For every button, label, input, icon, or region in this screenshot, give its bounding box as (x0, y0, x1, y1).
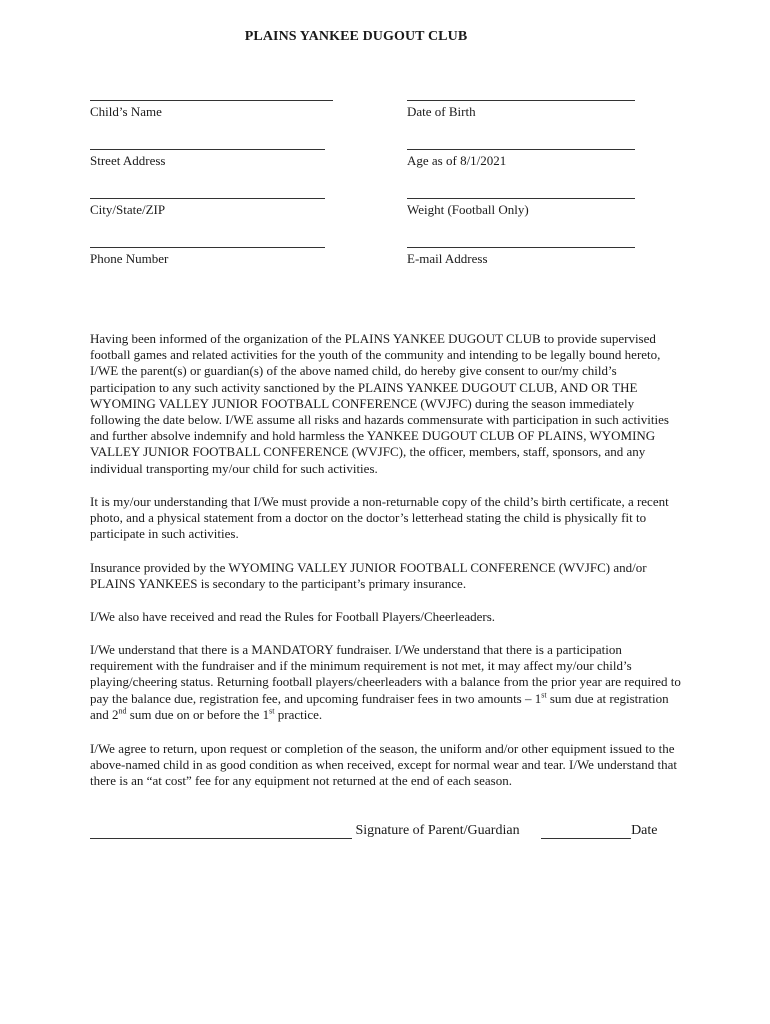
equipment-paragraph (90, 741, 684, 790)
child-name-blank[interactable] (90, 84, 333, 101)
signature-blank[interactable] (90, 824, 352, 839)
email-blank[interactable] (407, 231, 635, 248)
date-of-birth-label: Date of Birth (407, 104, 476, 119)
rules-text: I/We also have received and read the Rules for Football Players/Cheerleaders. (90, 609, 496, 624)
weight-blank[interactable] (407, 182, 635, 199)
weight-field[interactable] (407, 182, 652, 218)
age-blank[interactable] (407, 133, 635, 150)
ordinal-suffix: nd (118, 706, 127, 716)
insurance-paragraph (90, 560, 684, 592)
documents-text: It is my/our understanding that I/We must provide a non-returnable copy of the child’s birth certificate, a recent photo, and a physical statement from a doctor on the doctor’s letterhead stating the child is physically fit to participate in such activities. (90, 494, 669, 542)
signature-label: Signature of Parent/Guardian (355, 823, 520, 838)
insurance-text: Insurance provided by the WYOMING VALLEY JUNIOR FOOTBALL CONFERENCE (WVJFC) and/or PLAINS YANKEES is secondary to the participant’s primary insurance. (90, 560, 647, 592)
fundraiser-text-d: practice. (274, 706, 323, 722)
fundraiser-paragraph (90, 642, 684, 723)
signature-row (90, 823, 690, 839)
date-of-birth-field[interactable] (407, 84, 652, 120)
fundraiser-text-b: sum due at registration and 2 (90, 690, 669, 722)
date-blank[interactable] (541, 824, 631, 839)
age-label: Age as of 8/1/2021 (407, 153, 507, 168)
child-name-label: Child’s Name (90, 104, 162, 119)
city-state-zip-blank[interactable] (90, 182, 325, 199)
equipment-text: I/We agree to return, upon request or completion of the season, the uniform and/or other equipment issued to the above-named child in as good condition as when received, except for normal wear and tear. I/We understand that there is an “at cost” fee for any equipment not returned at the end of each season. (90, 741, 677, 789)
city-state-zip-field[interactable] (90, 182, 335, 218)
date-of-birth-blank[interactable] (407, 84, 635, 101)
fundraiser-text (90, 642, 684, 723)
city-state-zip-label: City/State/ZIP (90, 202, 166, 217)
street-address-label: Street Address (90, 153, 166, 168)
form-title: PLAINS YANKEE DUGOUT CLUB (244, 29, 468, 44)
documents-paragraph (90, 494, 684, 543)
age-field[interactable] (407, 133, 652, 169)
phone-number-label: Phone Number (90, 251, 169, 266)
consent-paragraph (90, 331, 684, 477)
email-field[interactable] (407, 231, 652, 267)
weight-label: Weight (Football Only) (407, 202, 529, 217)
ordinal-suffix: st (541, 690, 547, 700)
ordinal-suffix: st (269, 706, 275, 716)
fundraiser-text-a: I/We understand that there is a MANDATORY fundraiser. I/We understand that there is a participation requirement with the fundraiser and if the minimum requirement is not met, it may affect my/our child’s playing/cheering status. Returning football players/cheerleaders with a balance from the prior year are required to pay the balance due, registration fee, and upcoming fundraiser fees in two amounts – 1 (90, 642, 681, 706)
street-address-field[interactable] (90, 133, 335, 169)
phone-number-field[interactable] (90, 231, 335, 267)
child-name-field[interactable] (90, 84, 335, 120)
date-label: Date (631, 823, 658, 838)
fundraiser-text-c: sum due on or before the 1 (126, 706, 270, 722)
consent-text: Having been informed of the organization of the PLAINS YANKEE DUGOUT CLUB to provide supervised football games and related activities for the youth of the community and intending to be legally bound hereto, I/WE the parent(s) or guardian(s) of the above named child, do hereby give consent to our/my child’s participation to any such activity sanctioned by the PLAINS YANKEE DUGOUT CLUB, AND OR THE WYOMING VALLEY JUNIOR FOOTBALL CONFERENCE (WVJFC) during the season immediately following the date below. I/WE assume all risks and hazards commensurate with participation in such activities and further absolve indemnify and hold harmless the YANKEE DUGOUT CLUB OF PLAINS, WYOMING VALLEY JUNIOR FOOTBALL CONFERENCE (WVJFC), the officer, members, staff, sponsors, and any individual transporting my/our child for such activities. (90, 331, 669, 476)
rules-paragraph (90, 609, 684, 625)
street-address-blank[interactable] (90, 133, 325, 150)
email-label: E-mail Address (407, 251, 488, 266)
phone-number-blank[interactable] (90, 231, 325, 248)
